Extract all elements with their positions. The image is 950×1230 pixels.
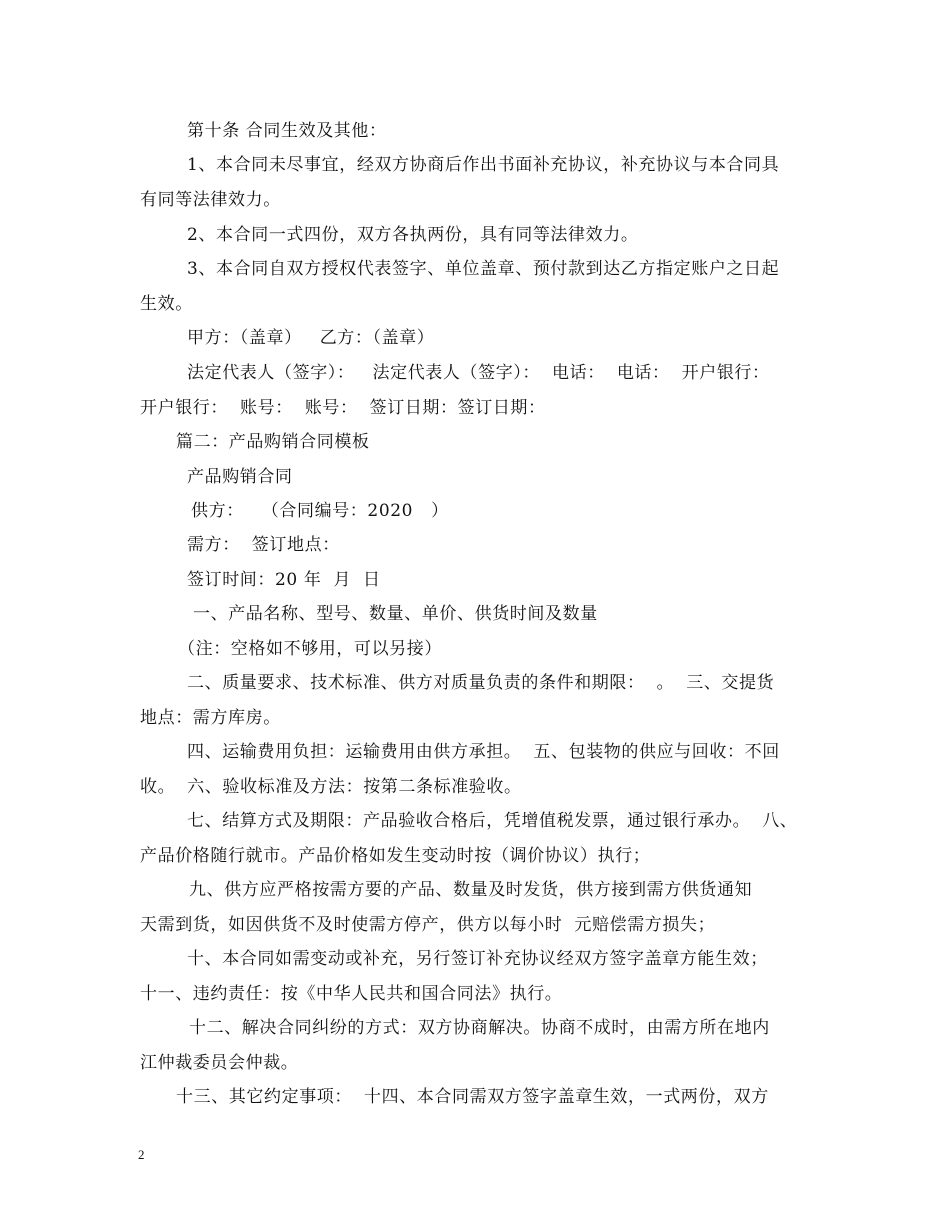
clause-1-line-2: 有同等法律效力。 — [140, 190, 281, 210]
item-11-line: 十一、违约责任：按《中华人民共和国合同法》执行。 — [140, 984, 563, 1004]
item-2-line-1: 二、质量要求、技术标准、供方对质量负责的条件和期限： 。 三、交提货 — [187, 673, 775, 693]
note-line: （注：空格如不够用，可以另接） — [178, 639, 442, 659]
section-2-title: 篇二：产品购销合同模板 — [176, 432, 370, 452]
item-13-line: 十三、其它约定事项： 十四、本合同需双方签字盖章生效，一式两份，双方 — [176, 1087, 769, 1107]
item-12-line-1: 十二、解决合同纠纷的方式：双方协商解决。协商不成时，由需方所在地内 — [189, 1018, 770, 1038]
article-10-heading: 第十条 合同生效及其他： — [187, 121, 387, 141]
item-2-line-2: 地点：需方库房。 — [140, 708, 281, 728]
signing-time-line: 签订时间：20 年 月 日 — [187, 570, 381, 590]
signature-line-2: 开户银行： 账号： 账号： 签订日期：签订日期： — [140, 398, 546, 418]
buyer-line: 需方： 签订地点： — [187, 535, 340, 555]
clause-2: 2、本合同一式四份，双方各执两份，具有同等法律效力。 — [187, 225, 639, 245]
item-12-line-2: 江仲裁委员会仲裁。 — [140, 1053, 299, 1073]
item-10-line-1: 十、本合同如需变动或补充，另行签订补充协议经双方签字盖章方能生效； — [187, 949, 768, 969]
item-9-line-2: 天需到货，如因供货不及时使需方停产，供方以每小时 元赔偿需方损失； — [140, 915, 716, 935]
item-1: 一、产品名称、型号、数量、单价、供货时间及数量 — [193, 604, 598, 624]
item-9-line-1: 九、供方应严格按需方要的产品、数量及时发货，供方接到需方供货通知 — [189, 880, 753, 900]
page-number: 2 — [138, 1147, 145, 1162]
clause-3-line-1: 3、本合同自双方授权代表签字、单位盖章、预付款到达乙方指定账户之日起 — [187, 259, 780, 279]
item-4-line-1: 四、运输费用负担：运输费用由供方承担。 五、包装物的供应与回收：不回 — [187, 742, 780, 762]
clause-1-line-1: 1、本合同未尽事宜，经双方协商后作出书面补充协议，补充协议与本合同具 — [187, 155, 780, 175]
contract-title: 产品购销合同 — [187, 467, 293, 487]
item-7-line-2: 产品价格随行就市。产品价格如发生变动时按（调价协议）执行； — [140, 846, 651, 866]
item-4-line-2: 收。 六、验收标准及方法：按第二条标准验收。 — [140, 777, 522, 797]
supplier-line: 供方： （合同编号：2020 ） — [191, 501, 449, 521]
signature-line-1: 法定代表人（签字）： 法定代表人（签字）： 电话： 电话： 开户银行： — [187, 363, 770, 383]
party-seals: 甲方：（盖章） 乙方：（盖章） — [187, 328, 435, 348]
item-7-line-1: 七、结算方式及期限：产品验收合格后，凭增值税发票，通过银行承办。 八、 — [187, 811, 798, 831]
clause-3-line-2: 生效。 — [140, 294, 193, 314]
